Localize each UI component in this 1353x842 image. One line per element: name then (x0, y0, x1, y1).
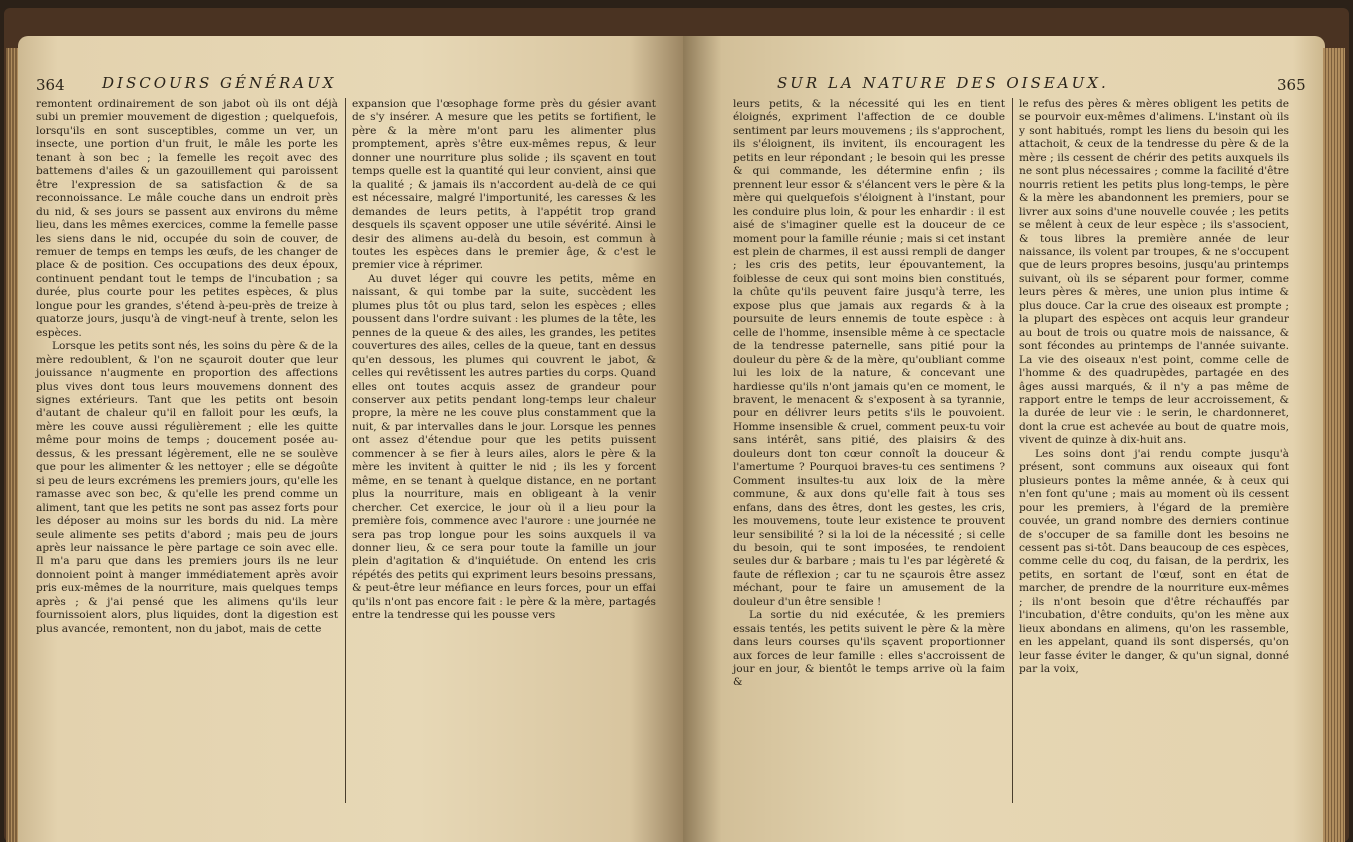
page-edges-left (6, 48, 18, 842)
book (4, 8, 1349, 842)
page-edges-right (1323, 48, 1345, 842)
paragraph: leurs petits, & la nécessité qui les en tient éloignés, expriment l'affection de ce double sentiment par leurs mouvemens ; ils s'approchent, ils s'éloignent, ils invitent, ils encouragent les petits en leur répondant ; le besoin qui les presse & qui commande, les détermine enfin ; ils prennent leur essor & s'élancent vers le père & la mère qui quelquefois s'éloignent à l'instant, pour les conduire plus loin, & pour les enhardir : il est aisé de s'imaginer quelle est la douceur de ce moment pour la famille réunie ; mais si cet instant est plein de charmes, il est aussi rempli de danger ; les cris des petits, leur épouvantement, la foiblesse de ceux qui sont moins bien constitués, la chûte qu'ils peuvent faire jusqu'à terre, les expose plus que jamais aux regards & à la poursuite de leurs ennemis de toute espèce : à celle de l'homme, insensible même à ce spectacle de la tendresse paternelle, sans pitié pour la douleur du père & de la mère, qu'oubliant comme lui les loix de la nature, & concevant une hardiesse qu'ils n'ont jamais qu'en ce moment, le bravent, le menacent & s'exposent à sa tyrannie, pour en délivrer leurs petits s'ils le pouvoient. Homme insensible & cruel, comment peux-tu voir sans intérêt, sans pitié, des plaisirs & des douleurs dont ton cœur connoît la douceur & l'amertume ? Pourquoi braves-tu ces sentimens ? Comment insultes-tu aux loix de la mère commune, & aux dons qu'elle fait à tous ses enfans, dans des êtres, dont les gestes, les cris, les mouvemens, toute leur existence te prouvent leur sensibilité ? si la loi de la nécessité ; si celle du besoin, qui te sont imposées, te rendoient seules dur & barbare ; mais tu l'es par légèreté & faute de réflexion ; car tu ne sçaurois être assez méchant, pour te faire un amusement de la douleur d'un être sensible ! (733, 98, 1005, 608)
text-column (733, 98, 1005, 690)
column-rule (345, 98, 346, 803)
page-number: 364 (36, 76, 65, 94)
page-number: 365 (1277, 76, 1306, 94)
column-rule (1012, 98, 1013, 803)
right-page (683, 36, 1325, 842)
text-column (36, 98, 338, 636)
running-head: SUR LA NATURE DES OISEAUX. (777, 74, 1109, 92)
text-column (352, 98, 656, 623)
running-head: DISCOURS GÉNÉRAUX (102, 74, 337, 92)
paragraph: remontent ordinairement de son jabot où ils ont déjà subi un premier mouvement de digestion ; quelquefois, lorsqu'ils en sont susceptibles, comme un ver, un insecte, une portion d'un fruit, le mâle les porte les tenant à son bec ; la femelle les reçoit avec des battemens d'ailes & un gazouillement qui paroissent être l'expression de sa satisfaction & de sa reconnoissance. Le mâle couche dans un endroit près du nid, & ses jours se passent aux environs du même lieu, dans les mêmes exercices, comme la femelle passe les siens dans le nid, occupée du soin de couver, de remuer de temps en temps les œufs, de les changer de place & de position. Ces occupations des deux époux, continuent pendant tout le temps de l'incubation ; sa durée, plus courte pour les petites espèces, & plus longue pour les grandes, s'étend à-peu-près de treize à quatorze jours, jusqu'à de vingt-neuf à trente, selon les espèces. (36, 98, 338, 339)
paragraph: Les soins dont j'ai rendu compte jusqu'à présent, sont communs aux oiseaux qui font plusieurs pontes la même année, & à ceux qui n'en font qu'une ; mais au moment où ils cessent pour les premiers, à l'égard de la première couvée, un grand nombre des derniers continue de s'occuper de sa famille dont les besoins ne cessent pas si-tôt. Dans beaucoup de ces espèces, comme celle du coq, du faisan, de la perdrix, les petits, en sortant de l'œuf, sont en état de marcher, de prendre de la nourriture eux-mêmes ; ils n'ont besoin que d'être réchauffés par l'incubation, d'être conduits, qu'on les mène aux lieux abondans en alimens, qu'on les rassemble, en les appelant, quand ils sont dispersés, qu'on leur fasse éviter le danger, & qu'un signal, donné par la voix, (1019, 447, 1289, 676)
text-column (1019, 98, 1289, 676)
paragraph: le refus des pères & mères obligent les petits de se pourvoir eux-mêmes d'alimens. L'instant où ils y sont habitués, rompt les liens du besoin qui les attachoit, & ceux de la tendresse du père & de la mère ; ils cessent de chérir des petits auxquels ils ne sont plus nécessaires ; comme la facilité d'être nourris retient les petits plus long-temps, le père & la mère les abandonnent les premiers, pour se livrer aux soins d'une nouvelle couvée ; les petits se mêlent à ceux de leur espèce ; ils s'associent, & tous libres la première année de leur naissance, ils volent par troupes, & ne s'occupent que de leurs propres besoins, jusqu'au printemps suivant, où ils se séparent pour former, comme leurs pères & mères, une union plus intime & plus douce. Car la crue des oiseaux est prompte ; la plupart des espèces ont acquis leur grandeur au bout de trois ou quatre mois de naissance, & sont fécondes au printemps de l'année suivante. La vie des oiseaux n'est point, comme celle de l'homme & des quadrupèdes, partagée en des âges aussi marqués, & il n'y a pas même de rapport entre le temps de leur accroissement, & la durée de leur vie : le serin, le chardonneret, dont la crue est achevée au bout de quatre mois, vivent de quinze à dix-huit ans. (1019, 98, 1289, 447)
paragraph: Au duvet léger qui couvre les petits, même en naissant, & qui tombe par la suite, succèdent les plumes plus tôt ou plus tard, selon les espèces ; elles poussent dans l'ordre suivant : les plumes de la tête, les pennes de la queue & des ailes, les grandes, les petites couvertures des ailes, celles de la queue, tant en dessus qu'en dessous, les plumes qui couvrent le jabot, & celles qui revêtissent les autres parties du corps. Quand elles ont toutes acquis assez de grandeur pour conserver aux petits pendant long-temps leur chaleur propre, la mère ne les couve plus constamment que la nuit, & par intervalles dans le jour. Lorsque les pennes ont assez d'étendue pour que les petits puissent commencer à se fier à leurs ailes, alors le père & la mère les invitent à quitter le nid ; ils les y forcent même, en se tenant à quelque distance, en ne portant plus la nourriture, mais en obligeant à la venir chercher. Cet exercice, le jour où il a lieu pour la première fois, commence avec l'aurore : une journée ne sera pas trop longue pour les soins auxquels il va donner lieu, & ce sera pour toute la famille un jour plein d'agitation & d'inquiétude. On entend les cris répétés des petits qui expriment leurs besoins pressans, & peut-être leur méfiance en leurs forces, pour un effai qu'ils n'ont pas encore fait : le père & la mère, partagés entre la tendresse qui les pousse vers (352, 272, 656, 622)
paragraph: Lorsque les petits sont nés, les soins du père & de la mère redoublent, & l'on ne sçauroit douter que leur jouissance n'augmente en proportion des affections plus vives dont tous leurs mouvemens donnent des signes extérieurs. Tant que les petits ont besoin d'autant de chaleur qu'il en falloit pour les œufs, la mère les couve aussi régulièrement ; elle les quitte même pour moins de temps ; doucement posée au-dessus, & les pressant légèrement, elle ne se soulève que pour les alimenter & les nettoyer ; elle se dégoûte si peu de leurs excrémens les premiers jours, qu'elle les ramasse avec son bec, & qu'elle les prend comme un aliment, tant que les petits ne sont pas assez forts pour les déposer au moins sur les bords du nid. La mère seule alimente ses petits d'abord ; mais peu de jours après leur naissance le père partage ce soin avec elle. Il m'a paru que dans les premiers jours ils ne leur donnoient point à manger immédiatement après avoir pris eux-mêmes de la nourriture, mais quelques temps après ; & j'ai pensé que les alimens qu'ils leur fournissoient alors, plus liquides, dont la digestion est plus avancée, remontent, non du jabot, mais de cette (36, 340, 338, 635)
left-page (18, 36, 683, 842)
paragraph: La sortie du nid exécutée, & les premiers essais tentés, les petits suivent le père & la mère dans leurs courses qu'ils sçavent proportionner aux forces de leur famille : elles s'accroissent de jour en jour, & bientôt le temps arrive où la faim & (733, 609, 1005, 689)
paragraph: expansion que l'œsophage forme près du gésier avant de s'y insérer. A mesure que les petits se fortifient, le père & la mère m'ont paru les alimenter plus promptement, après s'être eux-mêmes repus, & leur donner une nourriture plus solide ; ils sçavent en tout temps quelle est la quantité qui leur convient, ainsi que la qualité ; & jamais ils n'accordent au-delà de ce qui est nécessaire, malgré l'importunité, les caresses & les demandes de leurs petits, à l'appétit trop grand desquels ils sçavent opposer une utile sévérité. Ainsi le desir des alimens au-delà du besoin, est commun à toutes les espèces dans le premier âge, & c'est le premier vice à réprimer. (352, 98, 656, 272)
